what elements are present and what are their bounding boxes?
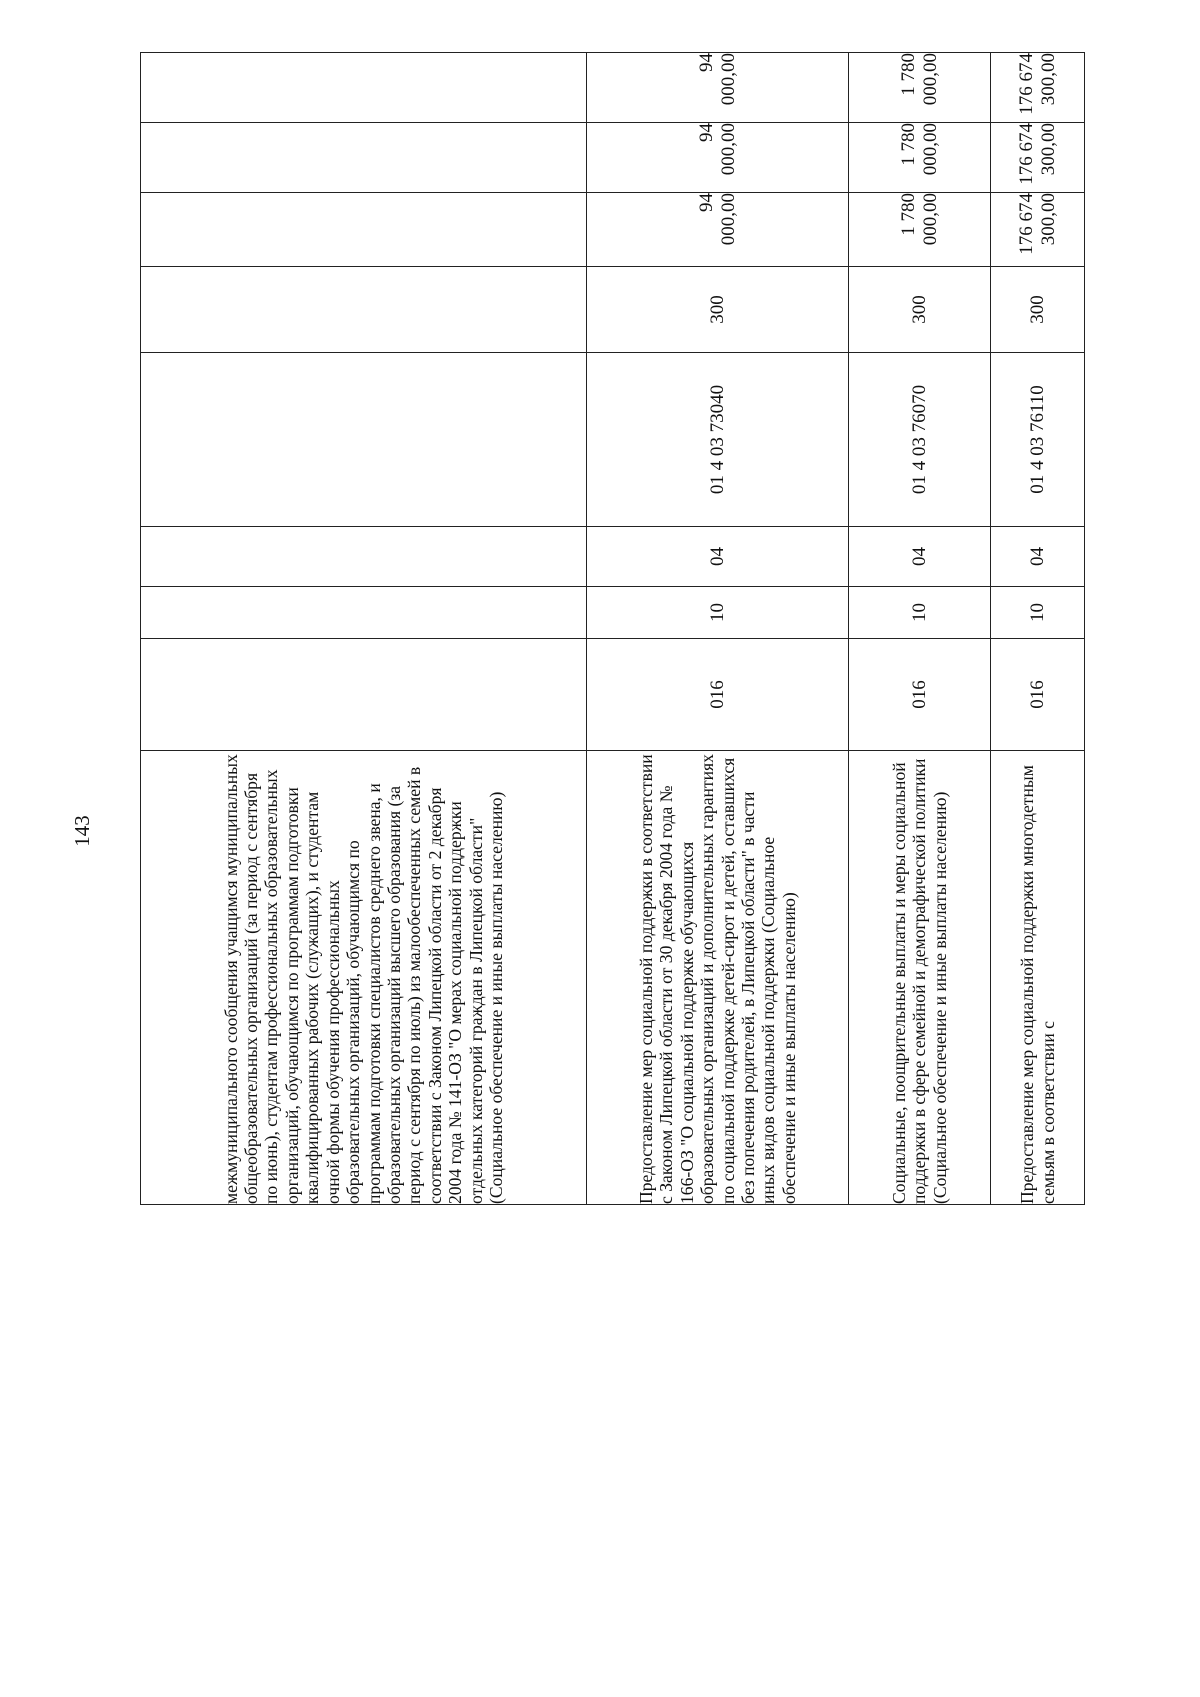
subsection-code-cell: 04: [587, 527, 849, 587]
table-row: [991, 53, 1085, 1205]
amount-cell-3: 176 674 300,00: [991, 53, 1085, 123]
amount-cell-1: 176 674 300,00: [991, 193, 1085, 267]
row-description: Предоставление мер социальной поддержки многодетным семьям в соответствии с: [991, 751, 1085, 1205]
target-code-cell: [141, 353, 587, 527]
budget-table: [140, 52, 1085, 1205]
ministry-code-cell: 016: [587, 639, 849, 751]
subsection-code-cell: 04: [849, 527, 991, 587]
expense-type-cell: 300: [849, 267, 991, 353]
amount-cell-3: 1 780 000,00: [849, 53, 991, 123]
section-code-cell: 10: [587, 587, 849, 639]
row-description: межмуниципального сообщения учащимся муниципальных общеобразовательных организаций (за период с сентября по июнь), студентам профессиональных образовательных организаций, обучающимся по программам подготовки квалифицированных рабочих (служащих), и студентам очной формы обучения профессиональных образовательных организаций, обучающимся по программам подготовки специалистов среднего звена, и образовательных организаций высшего образования (за период с сентября по июль) из малообеспеченных семей в соответствии с Законом Липецкой области от 2 декабря 2004 года № 141-ОЗ "О мерах социальной поддержки отдельных категорий граждан в Липецкой области" (Социальное обеспечение и иные выплаты населению): [141, 751, 587, 1205]
amount-cell-2: 94 000,00: [587, 123, 849, 193]
table-row: [587, 53, 849, 1205]
ministry-code-cell: [141, 639, 587, 751]
amount-cell-1: 1 780 000,00: [849, 193, 991, 267]
ministry-code-cell: 016: [991, 639, 1085, 751]
amount-cell-2: [141, 123, 587, 193]
amount-cell-2: 176 674 300,00: [991, 123, 1085, 193]
subsection-code-cell: [141, 527, 587, 587]
page-number: 143: [70, 815, 94, 847]
amount-cell-3: 94 000,00: [587, 53, 849, 123]
expense-type-cell: [141, 267, 587, 353]
target-code-cell: 01 4 03 73040: [587, 353, 849, 527]
amount-cell-2: 1 780 000,00: [849, 123, 991, 193]
section-code-cell: 10: [991, 587, 1085, 639]
row-description: Социальные, поощрительные выплаты и меры социальной поддержки в сфере семейной и демографической политики (Социальное обеспечение и иные выплаты населению): [849, 751, 991, 1205]
table-row: [141, 53, 587, 1205]
rotated-page-content: [140, 53, 1084, 1205]
section-code-cell: 10: [849, 587, 991, 639]
subsection-code-cell: 04: [991, 527, 1085, 587]
amount-cell-1: 94 000,00: [587, 193, 849, 267]
target-code-cell: 01 4 03 76070: [849, 353, 991, 527]
expense-type-cell: 300: [587, 267, 849, 353]
row-description: Предоставление мер социальной поддержки в соответствии с Законом Липецкой области от 30 декабря 2004 года № 166-ОЗ "О социальной поддержке обучающихся образовательных организаций и дополнительных гарантиях по социальной поддержке детей-сирот и детей, оставшихся без попечения родителей, в Липецкой области" в части иных видов социальной поддержки (Социальное обеспечение и иные выплаты населению): [587, 751, 849, 1205]
amount-cell-1: [141, 193, 587, 267]
amount-cell-3: [141, 53, 587, 123]
expense-type-cell: 300: [991, 267, 1085, 353]
target-code-cell: 01 4 03 76110: [991, 353, 1085, 527]
table-row: [849, 53, 991, 1205]
section-code-cell: [141, 587, 587, 639]
ministry-code-cell: 016: [849, 639, 991, 751]
